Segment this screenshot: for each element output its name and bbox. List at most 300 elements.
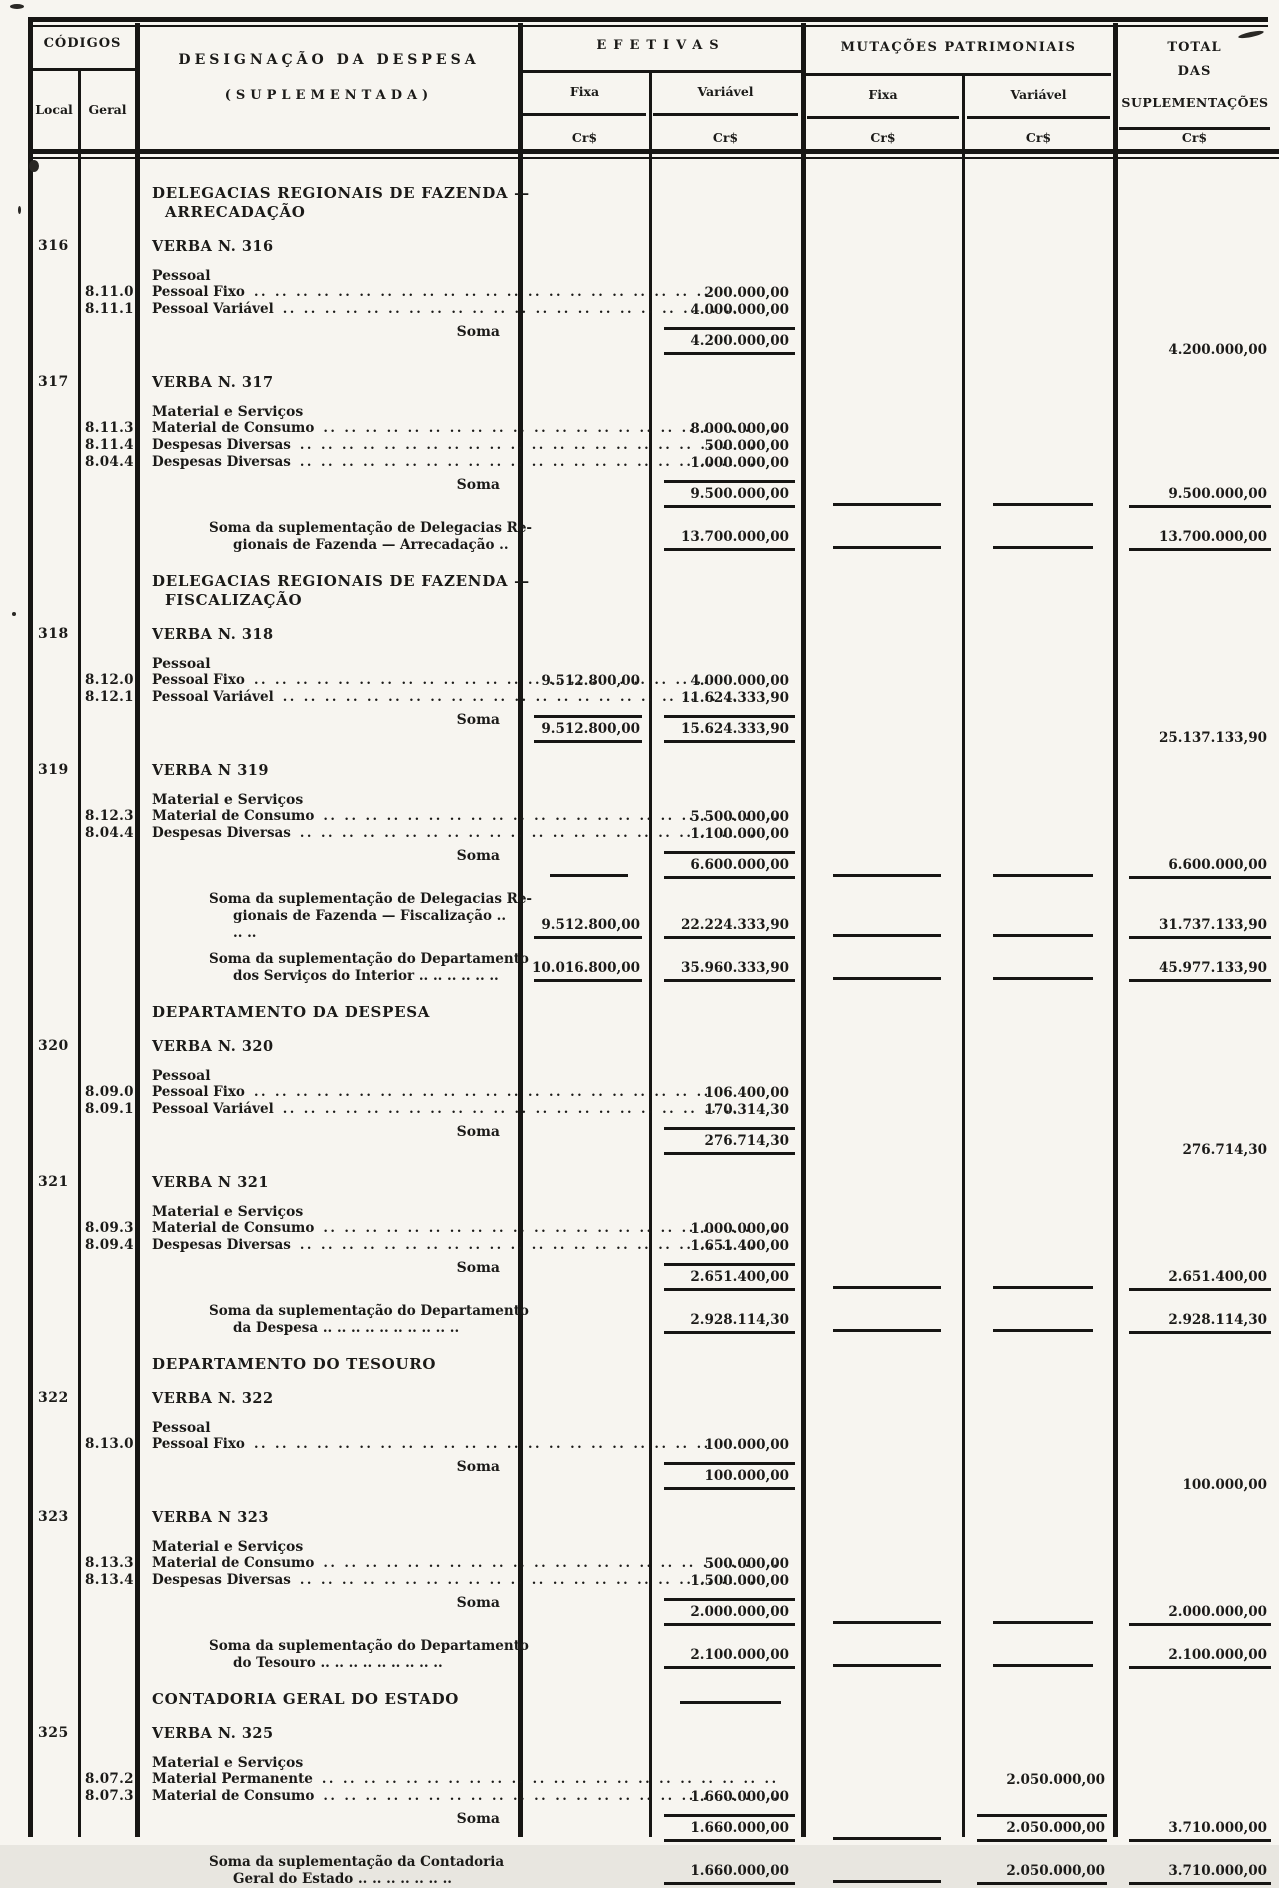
verba-local-code	[30, 420, 80, 437]
ledger-rule	[664, 480, 795, 483]
amount-cell-c4	[963, 891, 1115, 942]
amount-cell-c5	[1115, 301, 1279, 318]
currency-label-mutacoes-variavel: Cr$	[1025, 130, 1052, 145]
amount-cell-c2	[650, 1725, 803, 1742]
amount-cell-c5	[1115, 1572, 1279, 1589]
ledger-rule	[833, 977, 941, 980]
efetivas-underline-rule	[521, 70, 801, 73]
amount-cell-c2	[650, 1068, 803, 1084]
ledger-rule	[664, 1623, 795, 1626]
amount-cell-c2	[650, 825, 803, 842]
label-line: VERBA N. 317	[152, 374, 274, 391]
amount-cell-c1	[520, 1068, 650, 1084]
label-line: Geral do Estado .. .. .. .. .. .. ..	[233, 1871, 452, 1887]
amount-cell-c5	[1115, 1755, 1279, 1771]
ledger-rule	[1129, 876, 1271, 879]
amount-cell-c1	[520, 1854, 650, 1888]
amount-efetivas-variavel: 4.200.000,00	[690, 333, 789, 349]
amount-cell-c4	[963, 1725, 1115, 1742]
table-row-sub	[30, 404, 1279, 420]
amount-cell-c5	[1115, 762, 1279, 779]
amount-cell-c3	[803, 301, 963, 318]
table-row-sub	[30, 1420, 1279, 1436]
amount-cell-c4	[963, 1420, 1115, 1436]
amount-cell-c5	[1115, 284, 1279, 301]
amount-cell-c1	[520, 1174, 650, 1191]
amount-cell-c1	[520, 268, 650, 284]
label-line: Pessoal	[152, 268, 211, 284]
amount-cell-c1	[520, 1204, 650, 1220]
expense-label: Pessoal Fixo	[152, 1084, 245, 1100]
amount-efetivas-variavel: 1.660.000,00	[690, 1863, 789, 1879]
sub-label	[137, 1420, 520, 1436]
scan-artifact	[1238, 29, 1264, 39]
expense-classification-code: 8.04.4	[85, 454, 134, 470]
ledger-rule	[977, 1882, 1107, 1885]
amount-cell-c4	[963, 324, 1115, 358]
column-header-designacao: DESIGNAÇÃO DA DESPESA	[178, 52, 480, 68]
amount-cell-c2	[650, 437, 803, 454]
amount-cell-c2	[650, 284, 803, 301]
amount-cell-c2	[650, 374, 803, 391]
amount-cell-c3	[803, 1788, 963, 1805]
amount-cell-c4	[963, 656, 1115, 672]
amount-cell-c3	[803, 1124, 963, 1158]
amount-cell-c4	[963, 1771, 1115, 1788]
amount-cell-c5	[1115, 374, 1279, 391]
amount-efetivas-variavel: 1.000.000,00	[690, 455, 789, 471]
verba-local-code	[30, 1595, 80, 1629]
amount-cell-c1	[520, 1788, 650, 1805]
amount-cell-c4	[963, 1595, 1115, 1629]
amount-cell-c4	[963, 848, 1115, 882]
table-row-item	[30, 437, 1279, 454]
expense-classification-code	[80, 184, 137, 222]
item-label	[137, 689, 520, 706]
table-row-grandsoma	[30, 1854, 1279, 1888]
amount-cell-c5	[1115, 1260, 1279, 1294]
table-row-sub	[30, 792, 1279, 808]
amount-cell-c3	[803, 1420, 963, 1436]
ledger-rule	[1129, 979, 1271, 982]
table-row-soma	[30, 477, 1279, 511]
column-header-suplementada: (SUPLEMENTADA)	[224, 88, 434, 103]
amount-cell-c3	[803, 1690, 963, 1709]
expense-line	[152, 1101, 520, 1118]
amount-cell-c1	[520, 626, 650, 643]
amount-cell-c2	[650, 1003, 803, 1022]
label-line: Soma	[456, 1459, 500, 1475]
amount-cell-c5	[1115, 268, 1279, 284]
soma-label	[137, 1459, 520, 1493]
label-line: VERBA N. 318	[152, 626, 274, 643]
expense-classification-code: 8.12.3	[85, 808, 134, 824]
column-header-local: Local	[35, 102, 73, 117]
label-line: Soma	[456, 477, 500, 493]
ledger-rule	[664, 1666, 795, 1669]
label-line: FISCALIZAÇÃO	[165, 591, 303, 609]
amount-cell-c1	[520, 1572, 650, 1589]
expense-classification-code	[80, 1204, 137, 1220]
amount-cell-c1	[520, 1509, 650, 1526]
sub-label	[137, 1204, 520, 1220]
verba-local-code	[30, 672, 80, 689]
amount-cell-c3	[803, 1084, 963, 1101]
table-row-soma	[30, 712, 1279, 746]
expense-classification-code	[80, 1811, 137, 1845]
expense-classification-code	[80, 238, 137, 255]
table-row-item	[30, 454, 1279, 471]
expense-label: Material de Consumo	[152, 1788, 315, 1804]
amount-cell-c1	[520, 689, 650, 706]
item-label	[137, 420, 520, 437]
amount-cell-c5	[1115, 1124, 1279, 1158]
amount-cell-c1	[520, 184, 650, 222]
verba-label	[137, 1174, 520, 1191]
ledger-rule	[664, 505, 795, 508]
amount-cell-c3	[803, 1174, 963, 1191]
amount-cell-c4	[963, 1390, 1115, 1407]
amount-cell-c4	[963, 792, 1115, 808]
amount-cell-c5	[1115, 1459, 1279, 1493]
amount-cell-c3	[803, 808, 963, 825]
amount-cell-c5	[1115, 238, 1279, 255]
amount-cell-c3	[803, 712, 963, 746]
expense-line	[152, 1771, 520, 1788]
amount-cell-c4	[963, 672, 1115, 689]
amount-cell-c4	[963, 1355, 1115, 1374]
expense-classification-code	[80, 374, 137, 391]
amount-cell-c2	[650, 762, 803, 779]
amount-cell-c3	[803, 689, 963, 706]
header-bottom-rule-2	[28, 157, 1279, 159]
table-row-soma	[30, 1260, 1279, 1294]
amount-cell-c5	[1115, 1539, 1279, 1555]
amount-cell-c4	[963, 1124, 1115, 1158]
table-row-section	[30, 1003, 1279, 1022]
label-line: Soma	[456, 1595, 500, 1611]
verba-local-code	[30, 792, 80, 808]
amount-cell-c1	[520, 284, 650, 301]
expense-line	[152, 1555, 520, 1572]
expense-label: Pessoal Variável	[152, 1101, 274, 1117]
amount-cell-c3	[803, 1638, 963, 1672]
amount-cell-c3	[803, 1237, 963, 1254]
soma-label	[137, 1124, 520, 1158]
amount-cell-c3	[803, 762, 963, 779]
amount-cell-c1	[520, 951, 650, 985]
expense-classification-code	[80, 1420, 137, 1436]
label-line: Material e Serviços	[152, 1755, 304, 1771]
amount-efetivas-variavel: 1.500.000,00	[690, 1573, 789, 1589]
table-row-item	[30, 301, 1279, 318]
amount-cell-c4	[963, 825, 1115, 842]
ledger-rule	[993, 503, 1093, 506]
ledger-rule	[1129, 505, 1271, 508]
expense-line	[152, 672, 520, 689]
amount-cell-c4	[963, 268, 1115, 284]
amount-efetivas-variavel: 15.624.333,90	[680, 721, 789, 737]
ledger-rule	[680, 1701, 781, 1704]
ledger-rule	[833, 1880, 941, 1883]
expense-line	[152, 1237, 520, 1254]
amount-cell-c1	[520, 1260, 650, 1294]
ledger-rule	[664, 740, 795, 743]
efetivas-fixa-underline-rule	[523, 113, 646, 116]
amount-cell-c5	[1115, 1595, 1279, 1629]
amount-efetivas-variavel: 106.400,00	[704, 1085, 789, 1101]
amount-cell-c3	[803, 374, 963, 391]
amount-cell-c5	[1115, 1068, 1279, 1084]
ledger-rule	[664, 352, 795, 355]
table-row-sub	[30, 1539, 1279, 1555]
amount-cell-c3	[803, 284, 963, 301]
table-row-verba	[30, 374, 1279, 391]
amount-cell-c3	[803, 1572, 963, 1589]
amount-cell-c2	[650, 1572, 803, 1589]
amount-efetivas-variavel: 276.714,30	[704, 1133, 789, 1149]
amount-cell-c3	[803, 1854, 963, 1888]
soma-suplementacao-label	[137, 951, 529, 985]
column-header-total-1: TOTAL	[1167, 40, 1222, 55]
amount-cell-c2	[650, 1084, 803, 1101]
amount-cell-c3	[803, 437, 963, 454]
verba-local-code	[30, 520, 80, 554]
amount-cell-c3	[803, 1539, 963, 1555]
amount-total-suplementacoes: 3.710.000,00	[1168, 1863, 1267, 1879]
amount-cell-c2	[650, 1436, 803, 1453]
amount-cell-c5	[1115, 792, 1279, 808]
amount-cell-c5	[1115, 520, 1279, 554]
ledger-rule	[993, 874, 1093, 877]
verba-local-code: 322	[38, 1390, 69, 1406]
amount-cell-c4	[963, 477, 1115, 511]
amount-cell-c2	[650, 1771, 803, 1788]
expense-classification-code	[80, 792, 137, 808]
ledger-rule	[993, 1664, 1093, 1667]
amount-cell-c3	[803, 1303, 963, 1337]
verba-local-code	[30, 1303, 80, 1337]
verba-local-code	[30, 477, 80, 511]
label-line: Soma	[456, 1124, 500, 1140]
label-line: Material e Serviços	[152, 1204, 304, 1220]
amount-cell-c4	[963, 1003, 1115, 1022]
label-line: gionais de Fazenda — Arrecadação ..	[233, 537, 509, 553]
amount-cell-c3	[803, 1101, 963, 1118]
expense-line	[152, 437, 520, 454]
amount-cell-c2	[650, 1420, 803, 1436]
expense-classification-code	[80, 1260, 137, 1294]
ledger-rule	[833, 934, 941, 937]
label-line: do Tesouro .. .. .. .. .. .. .. .. ..	[233, 1655, 443, 1671]
ledger-rule	[993, 1329, 1093, 1332]
expense-line	[152, 1084, 520, 1101]
amount-efetivas-variavel: 6.600.000,00	[690, 857, 789, 873]
amount-cell-c1	[520, 1420, 650, 1436]
soma-label	[137, 1811, 520, 1845]
table-row-item	[30, 1788, 1279, 1805]
table-row-item	[30, 689, 1279, 706]
amount-cell-c1	[520, 374, 650, 391]
amount-cell-c4	[963, 184, 1115, 222]
amount-cell-c5	[1115, 1038, 1279, 1055]
amount-mutacoes-variavel: 2.050.000,00	[1006, 1820, 1105, 1836]
verba-local-code	[30, 825, 80, 842]
label-line: Pessoal	[152, 656, 211, 672]
ledger-rule	[833, 1621, 941, 1624]
amount-cell-c2	[650, 891, 803, 942]
soma-suplementacao-label	[137, 1638, 529, 1672]
table-row-grandsoma	[30, 891, 1279, 942]
amount-cell-c2	[650, 1509, 803, 1526]
table-row-section	[30, 184, 1279, 222]
expense-classification-code	[80, 1595, 137, 1629]
expense-classification-code: 8.11.0	[85, 284, 134, 300]
expense-classification-code	[80, 324, 137, 358]
expense-classification-code	[80, 1068, 137, 1084]
currency-label-mutacoes-fixa: Cr$	[870, 130, 896, 145]
expense-line	[152, 284, 520, 301]
amount-efetivas-fixa: 10.016.800,00	[531, 960, 640, 976]
expense-classification-code: 8.09.1	[85, 1101, 134, 1117]
expense-classification-code	[80, 951, 137, 985]
amount-cell-c3	[803, 1220, 963, 1237]
amount-cell-c3	[803, 238, 963, 255]
amount-cell-c5	[1115, 1390, 1279, 1407]
amount-cell-c4	[963, 1303, 1115, 1337]
amount-cell-c2	[650, 1555, 803, 1572]
amount-cell-c5	[1115, 1854, 1279, 1888]
table-row-item	[30, 1237, 1279, 1254]
expense-label: Pessoal Fixo	[152, 1436, 245, 1452]
budget-table-body	[30, 166, 1279, 1888]
item-label	[137, 1101, 520, 1118]
amount-cell-c3	[803, 1355, 963, 1374]
expense-classification-code	[80, 1003, 137, 1022]
column-header-mutacoes: MUTAÇÕES PATRIMONIAIS	[840, 40, 1077, 55]
ledger-rule	[550, 874, 628, 877]
amount-cell-c1	[520, 808, 650, 825]
amount-cell-c4	[963, 1638, 1115, 1672]
amount-total-suplementacoes: 31.737.133,90	[1158, 917, 1267, 933]
amount-cell-c2	[650, 1220, 803, 1237]
item-label	[137, 1436, 520, 1453]
verba-local-code	[30, 404, 80, 420]
expense-classification-code: 8.13.3	[85, 1555, 134, 1571]
amount-efetivas-variavel: 100.000,00	[704, 1437, 789, 1453]
expense-classification-code	[80, 520, 137, 554]
label-line: da Despesa .. .. .. .. .. .. .. .. .. ..	[233, 1320, 460, 1336]
ledger-rule	[664, 1487, 795, 1490]
expense-classification-code: 8.04.4	[85, 825, 134, 841]
amount-cell-c4	[963, 454, 1115, 471]
expense-classification-code	[80, 1725, 137, 1742]
amount-cell-c4	[963, 1690, 1115, 1709]
amount-cell-c4	[963, 572, 1115, 610]
amount-efetivas-variavel: 1.660.000,00	[690, 1789, 789, 1805]
verba-local-code	[30, 1220, 80, 1237]
amount-cell-c4	[963, 1755, 1115, 1771]
expense-classification-code	[80, 1690, 137, 1709]
item-label	[137, 1555, 520, 1572]
amount-cell-c2	[650, 1355, 803, 1374]
ledger-rule	[1129, 1839, 1271, 1842]
expense-label: Pessoal Fixo	[152, 284, 245, 300]
label-line: dos Serviços do Interior .. .. .. .. .. ..	[233, 968, 499, 984]
expense-label: Despesas Diversas	[152, 1572, 291, 1588]
label-line: ARRECADAÇÃO	[165, 203, 306, 221]
amount-cell-c5	[1115, 420, 1279, 437]
amount-cell-c2	[650, 1459, 803, 1493]
amount-cell-c3	[803, 268, 963, 284]
amount-efetivas-variavel: 500.000,00	[704, 438, 789, 454]
amount-cell-c1	[520, 437, 650, 454]
amount-cell-c1	[520, 1101, 650, 1118]
expense-line	[152, 1220, 520, 1237]
expense-classification-code: 8.09.4	[85, 1237, 134, 1253]
amount-cell-c1	[520, 1003, 650, 1022]
amount-cell-c3	[803, 1260, 963, 1294]
table-row-item	[30, 672, 1279, 689]
amount-cell-c3	[803, 825, 963, 842]
amount-cell-c1	[520, 848, 650, 882]
amount-total-suplementacoes: 100.000,00	[1182, 1477, 1267, 1493]
column-header-total-3: SUPLEMENTAÇÕES	[1121, 95, 1269, 110]
amount-efetivas-variavel: 9.500.000,00	[690, 486, 789, 502]
amount-cell-c3	[803, 848, 963, 882]
expense-classification-code: 8.12.1	[85, 689, 134, 705]
column-header-efetivas-variavel: Variável	[697, 84, 754, 99]
amount-cell-c1	[520, 572, 650, 610]
amount-cell-c2	[650, 1539, 803, 1555]
item-label	[137, 1771, 520, 1788]
soma-label	[137, 848, 520, 882]
amount-cell-c3	[803, 951, 963, 985]
expense-label: Material de Consumo	[152, 1220, 315, 1236]
amount-cell-c4	[963, 1084, 1115, 1101]
amount-cell-c1	[520, 238, 650, 255]
amount-efetivas-variavel: 11.624.333,90	[680, 690, 789, 706]
amount-cell-c1	[520, 301, 650, 318]
column-header-efetivas-fixa: Fixa	[569, 84, 600, 99]
amount-cell-c1	[520, 1755, 650, 1771]
label-line: Material e Serviços	[152, 792, 304, 808]
soma-label	[137, 712, 520, 746]
amount-efetivas-variavel: 2.000.000,00	[690, 1604, 789, 1620]
verba-label	[137, 1509, 520, 1526]
amount-cell-c5	[1115, 1174, 1279, 1191]
expense-classification-code	[80, 477, 137, 511]
amount-efetivas-variavel: 170.314,30	[704, 1102, 789, 1118]
expense-classification-code: 8.09.0	[85, 1084, 134, 1100]
label-line: Soma	[456, 848, 500, 864]
amount-cell-c4	[963, 1509, 1115, 1526]
amount-cell-c2	[650, 477, 803, 511]
label-line: Soma	[456, 712, 500, 728]
table-row-verba	[30, 1038, 1279, 1055]
table-row-item	[30, 1572, 1279, 1589]
ledger-rule	[977, 1814, 1107, 1817]
amount-cell-c2	[650, 1204, 803, 1220]
amount-cell-c2	[650, 420, 803, 437]
amount-cell-c3	[803, 1204, 963, 1220]
ledger-rule	[833, 874, 941, 877]
amount-cell-c3	[803, 1003, 963, 1022]
amount-cell-c1	[520, 712, 650, 746]
amount-cell-c4	[963, 808, 1115, 825]
ledger-rule	[833, 503, 941, 506]
amount-cell-c1	[520, 1459, 650, 1493]
